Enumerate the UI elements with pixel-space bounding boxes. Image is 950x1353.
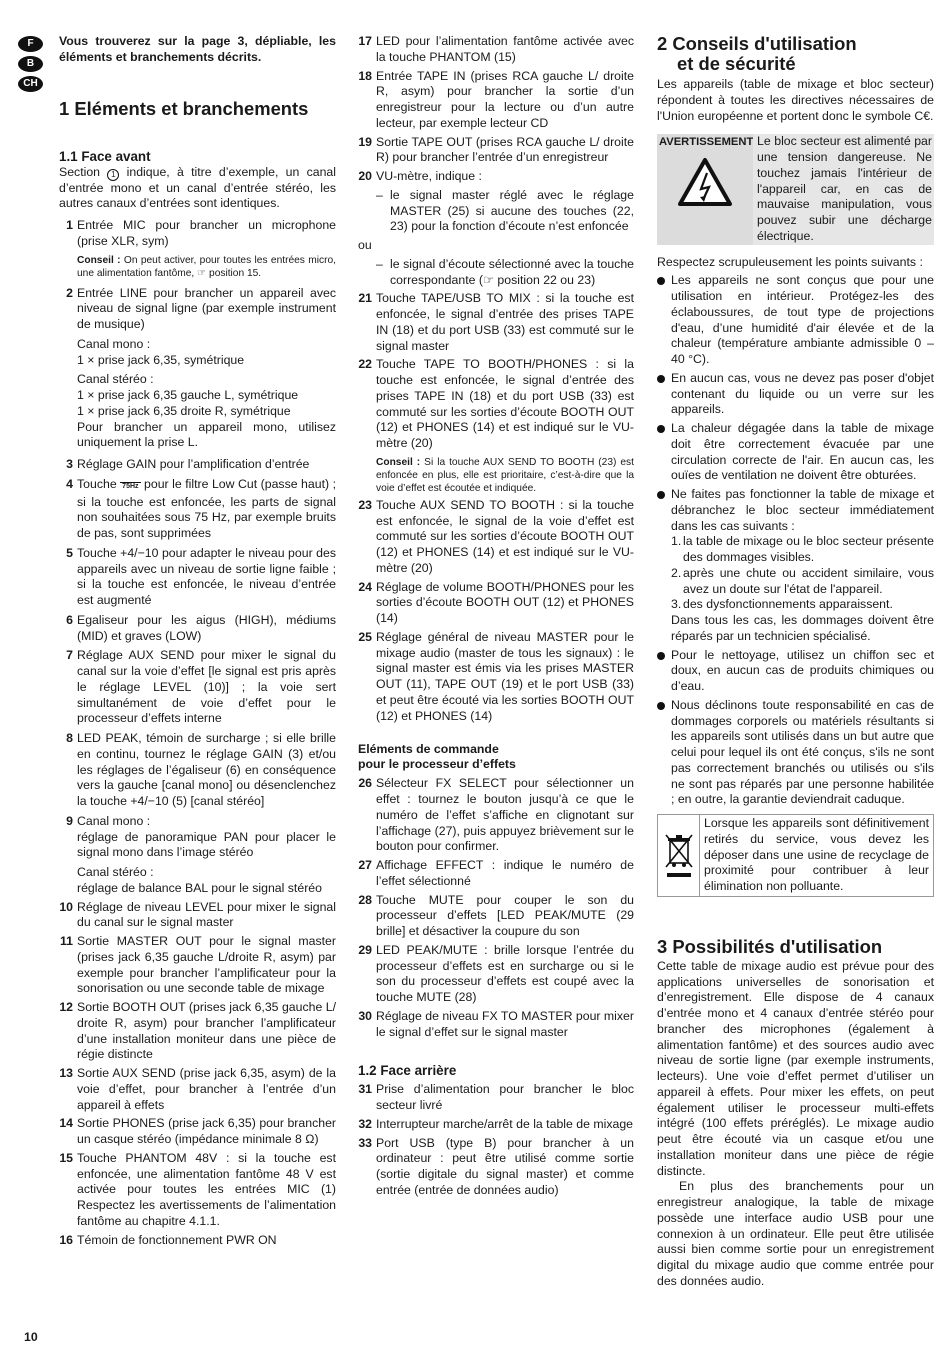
column-2: [358, 34, 634, 1202]
list-item: La chaleur dégagée dans la table de mixage doit être correctement évacuée par une circulation correcte de l'air. En aucun cas, les ouïes de ventilation ne doivent être obturées.: [657, 421, 934, 484]
low-cut-filter-icon: 75Hz: [122, 482, 139, 490]
list-item: 13 Sortie AUX SEND (prise jack 6,35, asym) de la voie d’effet, pour brancher à l’entrée d’un appareil à effets: [59, 1066, 336, 1112]
list-item: Pour le nettoyage, utilisez un chiffon sec et doux, en aucun cas de produits chimiques ou d’eau.: [657, 648, 934, 695]
list-item: 32 Interrupteur marche/arrêt de la table de mixage: [358, 1116, 634, 1131]
list-item: 1 Entrée MIC pour brancher un microphone (prise XLR, sym) Conseil : On peut activer, pour toutes les entrées micro, une alimentation fantôme, ☞ position 15.: [66, 218, 336, 279]
recycling-notice: [657, 814, 934, 897]
list-item: 9 Canal mono : réglage de panoramique PAN pour placer le signal mono dans l’image stéréo Canal stéréo : réglage de balance BAL pour le signal stéréo: [66, 813, 336, 895]
paragraph: En plus des branchements pour un enregistreur analogique, la table de mixage possède une interface audio USB pour une connexion à un ordinateur. Elle peut être utilisée aussi bien comme sortie pour un enregistrement digital du mixage audio que comme entrée pour des données audio.: [657, 1179, 934, 1288]
language-badges: [18, 36, 44, 96]
bullet-icon: [657, 698, 671, 808]
list-item: 5 Touche +4/−10 pour adapter le niveau pour des appareils avec un niveau de sortie ligne faible ; si la touche est enfoncée, le niveau d’entrée est augmenté: [66, 545, 336, 607]
list-item: Les appareils ne sont conçus que pour une utilisation en intérieur. Protégez-les des éclaboussures, de tout type de projections d'eau, d’une humidité d'air élevée et de la chaleur (température ambiante admissible 0 – 40 °C).: [657, 273, 934, 368]
weee-crossed-bin-icon: [663, 829, 695, 881]
list-item: 4 Touche 75Hz pour le filtre Low Cut (passe haut) ; si la touche est enfoncée, les parts de signal non souhaitées sous 75 Hz, par exemple bruits de pas, sont supprimées: [66, 476, 337, 540]
list-item: 16 Témoin de fonctionnement PWR ON: [59, 1232, 277, 1247]
paragraph: Les appareils (table de mixage et bloc secteur) répondent à toutes les directives nécessaires de l'Union européenne et portent donc le symbole C€.: [657, 77, 934, 123]
column-3: [657, 34, 934, 1290]
section-intro: Section 1 indique, à titre d’exemple, un canal d’entrée mono et un canal d’entrée stéréo, les autres canaux d’entrées sont identiques.: [59, 164, 337, 211]
recycling-text: Lorsque les appareils sont définitivement retirés du service, vous devez les déposer dans une usine de recyclage de proximité pour contribuer à leur élimination non polluante.: [704, 816, 929, 893]
intro-text: Vous trouverez sur la page 3, dépliable, les éléments et branchements décrits.: [59, 34, 336, 64]
bullet-icon: [657, 648, 671, 695]
section-3-heading: 3 Possibilités d'utilisation: [657, 935, 883, 957]
language-badge-b: B: [18, 56, 43, 72]
list-item: 14 Sortie PHONES (prise jack 6,35) pour brancher un casque stéréo (impédance minimale 8 Ω): [59, 1116, 336, 1146]
list-item: 17 LED pour l’alimentation fantôme activée avec la touche PHANTOM (15): [358, 34, 634, 64]
fx-section-heading: Eléments de commande pour le processeur d’effets: [358, 742, 516, 772]
warning-label: AVERTISSEMENT: [659, 136, 754, 149]
list-item: 2 Entrée LINE pour brancher un appareil avec niveau de signal ligne (par exemple instrument de musique) Canal mono : 1 × prise jack 6,35, symétrique Canal stéréo : 1 × prise jack 6,35 gauche L, symétrique 1 × prise jack 6,35 droite R, symétrique Pour brancher un appareil mono, utilisez uniquement la prise L.: [66, 285, 336, 450]
list-item: 20 VU-mètre, indique : – le signal master réglé avec le réglage MASTER (25) si aucune des touches (22, 23) pour la fonction d’écoute n’est enfoncée ou – le signal d’écoute sélectionné avec la touche correspondante (☞ position 22 ou 23): [358, 169, 634, 287]
list-item: 8 LED PEAK, témoin de surcharge ; si elle brille en continu, tournez le réglage GAIN (3) et/ou les réglages de l’égaliseur (6) en conséquence vers la gauche [canal mono] ou désenclenchez la touche +4/−10 (5) [canal stéréo]: [66, 731, 336, 808]
language-badge-ch: CH: [18, 76, 43, 92]
section-1-heading: 1 Eléments et branchements: [59, 97, 309, 119]
list-item: 30 Réglage de niveau FX TO MASTER pour mixer le signal d’effet sur le signal master: [358, 1008, 634, 1039]
list-item: 6 Egaliseur pour les aigus (HIGH), médiums (MID) et graves (LOW): [66, 612, 336, 643]
list-item: 15 Touche PHANTOM 48V : si la touche est enfoncée, une alimentation fantôme 48 V est activée pour toutes les entrées MIC (1) Respectez les avertissements de l’alimentation fantôme au chapitre 4.1.1.: [59, 1150, 336, 1228]
column-1: [59, 34, 336, 1251]
bullet-icon: [657, 487, 671, 645]
list-item: 11 Sortie MASTER OUT pour le signal master (prises jack 6,35 gauche L/droite R, asym) par exemple pour brancher l’amplificateur pour la sonorisation ou une seconde table de mixage: [60, 934, 336, 996]
list-item: 22 Touche TAPE TO BOOTH/PHONES : si la touche est enfoncée, le signal d’entrée des prises TAPE IN (18) et du port USB (33) est commuté sur les sorties d’écoute BOOTH OUT (12) et PHONES (14) et est indiqué sur le VU-mètre (20) Conseil : Si la touche AUX SEND TO BOOTH (23) est enfoncée en plus, elle est prioritaire, c’est-à-dire que la voie d’effet est écoutée et indiquée.: [358, 357, 634, 494]
list-item: En aucun cas, vous ne devez pas poser d'objet contenant du liquide ou un verre sur les appareils.: [657, 371, 934, 418]
list-item: 7 Réglage AUX SEND pour mixer le signal du canal sur la voie d’effet [le signal est pris après le réglage LEVEL (10)] ; la voie sert simultanément de voie d’effet pour le processeur d’effets interne: [66, 648, 336, 726]
page-number: 10: [24, 1330, 38, 1344]
list-item: 19 Sortie TAPE OUT (prises RCA gauche L/ droite R) pour brancher l’entrée d’un enregistreur: [358, 134, 634, 165]
list-item: Nous déclinons toute responsabilité en cas de dommages corporels ou matériels résultants si les appareils sont utilisés dans un but autre que celui pour lequel ils ont été conçus, s'ils ne sont pas correctement branchés ou utilisés ou s'ils ne sont pas réparés par une personne habilitée ; en outre, la garantie deviendrait caduque.: [657, 698, 934, 808]
paragraph: Respectez scrupuleusement les points suivants :: [657, 254, 923, 269]
list-item: 12 Sortie BOOTH OUT (prises jack 6,35 gauche L/ droite R, asym) pour brancher l’amplificateur d’une installation moniteur dans une pièce de régie distincte: [59, 1000, 336, 1062]
list-item: 27 Affichage EFFECT : indique le numéro de l’effet sélectionné: [358, 858, 634, 888]
language-badge-f: F: [18, 36, 43, 52]
list-item: 29 LED PEAK/MUTE : brille lorsque l’entrée du processeur d’effets est en surcharge ou si le son du processeur d’effets est coupé avec la touche MUTE (28): [358, 942, 634, 1004]
list-item: 23 Touche AUX SEND TO BOOTH : si la touche est enfoncée, le signal de la voie d’effet est commuté sur les sorties d’écoute BOOTH OUT (12) et PHONES (14) et est indiqué sur le VU-mètre (20): [358, 497, 634, 575]
warning-box: [657, 134, 934, 244]
list-item: 33 Port USB (type B) pour brancher à un ordinateur : peut être utilisé comme sortie (sortie digitale du signal master) et comme entrée (entrée de données audio): [358, 1135, 634, 1197]
section-1-1-heading: 1.1 Face avant: [59, 148, 151, 164]
bullet-icon: [657, 371, 671, 418]
list-item: 18 Entrée TAPE IN (prises RCA gauche L/ droite R, asym) pour brancher la sortie d’un enregistreur pour la lecture ou d’un autre lecteur, par exemple lecteur CD: [358, 68, 634, 130]
high-voltage-icon: [677, 157, 733, 207]
section-2-heading: 2 Conseils d'utilisation et de sécurité: [657, 33, 857, 74]
warning-text: Le bloc secteur est alimenté par une tension dangereuse. Ne touchez jamais l'intérieur de l'appareil car, en cas de mauvaise manipulation, vous pouvez subir une décharge électrique.: [753, 134, 934, 244]
bullet-icon: [657, 273, 671, 368]
paragraph: Cette table de mixage audio est prévue pour des applications universelles de sonorisation et d’enregistrement. Elle dispose de 4 canaux d’entrée mono et 4 canaux d’entrée stéréo pour brancher des microphones (également à alimentation fantôme) et des sources audio avec niveau de sortie ligne (par exemple instruments, lecteurs). Une voie d’effet permet d’utiliser un appareil à effets. Pour mixer les effets, on peut également utiliser le processeur multi-effets intégré (100 effets préréglés). Le mixage audio peut être écouté via un casque et/ou une installation moniteur dans une pièce de régie distincte.: [657, 958, 934, 1178]
list-item: 24 Réglage de volume BOOTH/PHONES pour les sorties d’écoute BOOTH OUT (12) et PHONES (14): [358, 579, 634, 625]
bullet-icon: [657, 421, 671, 484]
list-item: 3 Réglage GAIN pour l’amplification d’entrée: [66, 457, 310, 471]
list-item: Ne faites pas fonctionner la table de mixage et débranchez le bloc secteur immédiatement dans les cas suivants : 1. la table de mixage ou le bloc secteur présente des dommages visibles. 2. après une chute ou accident similaire, vous avez un doute sur l'état de l'appareil. 3. des dysfonctionnements apparaissent. Dans tous les cas, les dommages doivent être réparés par un technicien spécialisé.: [657, 487, 934, 645]
list-item: 25 Réglage général de niveau MASTER pour le mixage audio (master de tous les signaux) : le signal master est émis via les prises MASTER OUT (11), TAPE OUT (19) et le port USB (33) et peut être écouté via les sorties BOOTH OUT (12) et PHONES (14): [358, 629, 634, 723]
list-item: 26 Sélecteur FX SELECT pour sélectionner un effet : tournez le bouton jusqu’à ce que le numéro de l’effet s’affiche en clignotant sur l’affichage (27), puis appuyez brièvement sur le bouton pour confirmer.: [358, 776, 634, 854]
list-item: 31 Prise d’alimentation pour brancher le bloc secteur livré: [358, 1082, 634, 1112]
section-1-2-heading: 1.2 Face arrière: [358, 1063, 457, 1079]
list-item: 10 Réglage de niveau LEVEL pour mixer le signal du canal sur le signal master: [59, 899, 336, 930]
list-item: 28 Touche MUTE pour couper le son du processeur d’effets [LED PEAK/MUTE (29 brille] et désactiver la coupure du son: [358, 892, 634, 938]
section-number-icon: 1: [107, 169, 119, 181]
list-item: 21 Touche TAPE/USB TO MIX : si la touche est enfoncée, le signal d’entrée des prises TAPE IN (18) et du port USB (33) est commuté sur le signal master: [358, 291, 634, 353]
